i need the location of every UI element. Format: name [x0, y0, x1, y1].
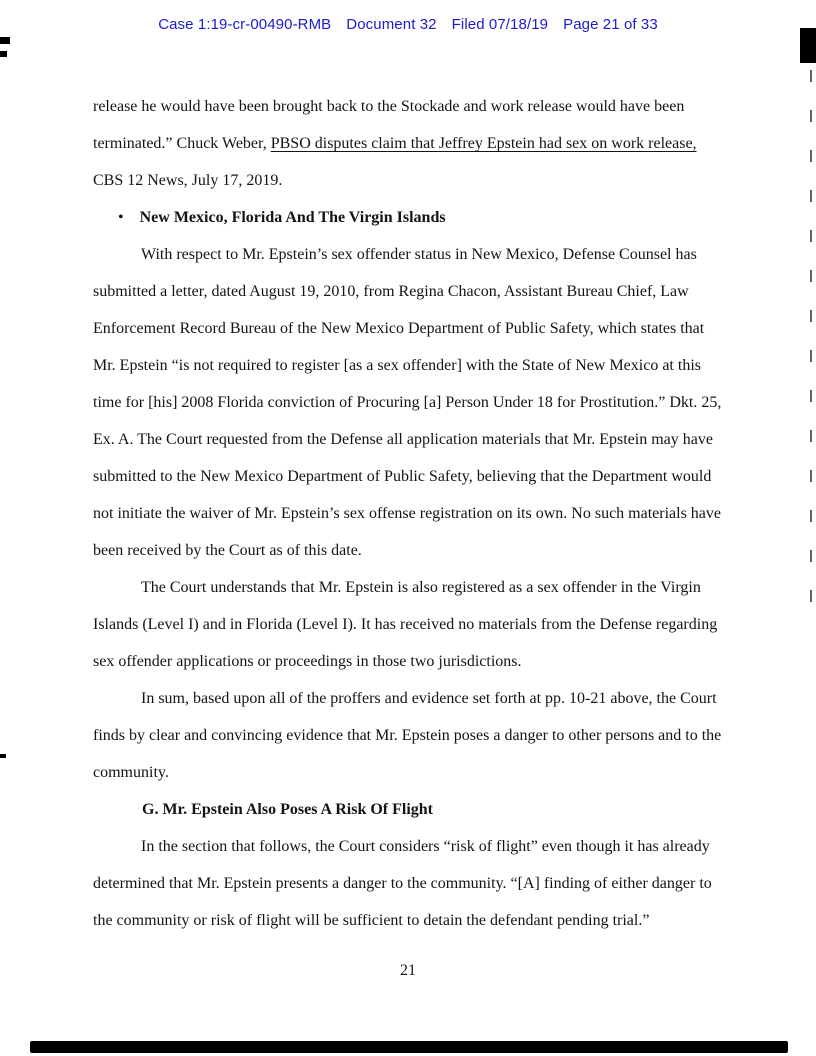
citation-article-title: PBSO disputes claim that Jeffrey Epstein had sex on work release, [270, 135, 697, 152]
scan-artifact-left-middle [0, 754, 6, 758]
heading-new-mexico-florida-virgin-islands [93, 199, 726, 236]
scan-artifact-left-top-2 [0, 51, 7, 57]
document-body [93, 88, 726, 939]
stamp-filed-date: Filed 07/18/19 [451, 16, 549, 33]
scan-artifact-left-top-1 [0, 37, 10, 44]
stamp-document-number: Document 32 [346, 16, 437, 33]
paragraph-work-release-citation [93, 88, 726, 199]
paragraph-in-sum-danger-finding: In sum, based upon all of the proffers and evidence set forth at pp. 10-21 above, the Court finds by clear and convincing evidence that Mr. Epstein poses a danger to other persons and to the community. [93, 690, 722, 781]
paragraph-virgin-islands-florida: The Court understands that Mr. Epstein is also registered as a sex offender in the Virgin Islands (Level I) and in Florida (Level I). It has received no materials from the Defense regarding sex offender applications or proceedings in those two jurisdictions. [93, 579, 718, 670]
bullet-icon: • [118, 209, 124, 226]
scan-artifact-top-right-corner [800, 28, 816, 63]
page-number: 21 [400, 962, 416, 979]
scan-artifact-right-edge-dashes [810, 70, 812, 620]
stamp-case-number: Case 1:19-cr-00490-RMB [158, 16, 332, 33]
ecf-header-stamp [0, 16, 816, 33]
citation-suffix-text: CBS 12 News, July 17, 2019. [93, 172, 283, 189]
paragraph-new-mexico-registration: With respect to Mr. Epstein’s sex offender status in New Mexico, Defense Counsel has submitted a letter, dated August 19, 2010, from Regina Chacon, Assistant Bureau Chief, Law Enforcement Record Bureau of the New Mexico Department of Public Safety, which states that Mr. Epstein “is not required to register [as a sex offender] with the State of New Mexico at this time for [his] 2008 Florida conviction of Procuring [a] Person Under 18 for Prostitution.” Dkt. 25, Ex. A. The Court requested from the Defense all application materials that Mr. Epstein may have submitted to the New Mexico Department of Public Safety, believing that the Department would not initiate the waiver of Mr. Epstein’s sex offense registration on its own. No such materials have been received by the Court as of this date. [93, 246, 722, 559]
bullet-heading-text: New Mexico, Florida And The Virgin Islands [139, 209, 446, 226]
paragraph-risk-of-flight: In the section that follows, the Court considers “risk of flight” even though it has already determined that Mr. Epstein presents a danger to the community. “[A] finding of either danger to the community or risk of flight will be sufficient to detain the defendant pending trial.” [93, 838, 712, 929]
scan-artifact-bottom-bar [30, 1041, 788, 1053]
stamp-page-count: Page 21 of 33 [563, 16, 658, 33]
citation-prefix-text: release he would have been brought back to the Stockade and work release would have been terminated.” Chuck Weber, [93, 98, 685, 152]
heading-risk-of-flight: G. Mr. Epstein Also Poses A Risk Of Flight [142, 801, 433, 818]
